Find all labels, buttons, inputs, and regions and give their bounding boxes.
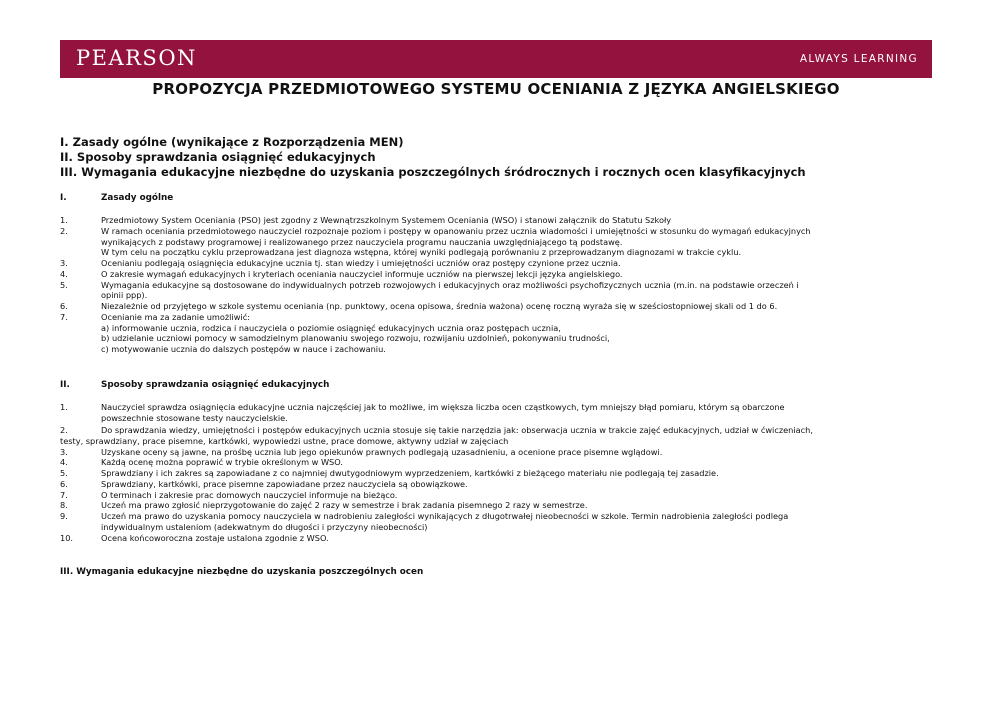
item-number: 10. <box>60 532 74 543</box>
item-text: O zakresie wymagań edukacyjnych i kryteriach oceniania nauczyciel informuje uczniów na pierwszej lekcji języka angielskiego. <box>101 268 623 279</box>
item-number: 5. <box>60 468 68 478</box>
item-text: Każdą ocenę można poprawić w trybie określonym w WSO. <box>101 457 343 468</box>
toc-item: III. Wymagania edukacyjne niezbędne do uzyskania poszczególnych śródrocznych i rocznych ocen klasyfikacyjnych <box>60 165 806 179</box>
toc-item: I. Zasady ogólne (wynikające z Rozporządzenia MEN) <box>60 135 404 149</box>
item-text: Wymagania edukacyjne są dostosowane do indywidualnych potrzeb rozwojowych i edukacyjnych oraz możliwości psychofizycznych ucznia (m.in. na podstawie orzeczeń i <box>101 279 799 290</box>
item-number: 9. <box>60 511 68 521</box>
item-text: a) informowanie ucznia, rodzica i nauczyciela o poziomie osiągnięć edukacyjnych ucznia oraz postępach ucznia, <box>101 322 561 333</box>
section-2-heading: Sposoby sprawdzania osiągnięć edukacyjnych <box>101 380 330 390</box>
item-text: powszechnie stosowane testy nauczycielskie. <box>101 412 288 423</box>
item-text: Sprawdziany i ich zakres są zapowiadane z co najmniej dwutygodniowym wyprzedzeniem, kartkówki z bieżącego materiału nie podlegają tej zasadzie. <box>101 468 719 478</box>
item-text: Uczeń ma prawo zgłosić nieprzygotowanie do zajęć 2 razy w semestrze i brak zadania pisemnego 2 razy w semestrze. <box>101 500 588 511</box>
item-text: testy, sprawdziany, prace pisemne, kartkówki, wypowiedzi ustne, prace domowe, aktywny udział w zajęciach <box>60 435 509 446</box>
item-number: 4. <box>60 457 68 468</box>
item-text: opinii ppp). <box>101 290 148 301</box>
item-text: Uczeń ma prawo do uzyskania pomocy nauczyciela w nadrobieniu zaległości wynikających z długotrwałej nieobecności w szkole. Termin nadrobienia zaległości podlega <box>101 511 789 521</box>
table-of-contents <box>60 135 806 180</box>
item-text: Ocenianiu podlegają osiągnięcia edukacyjne ucznia tj. stan wiedzy i umiejętności uczniów oraz postępy czynione przez ucznia. <box>101 258 621 268</box>
item-number: 1. <box>60 402 68 412</box>
item-text: c) motywowanie ucznia do dalszych postępów w nauce i zachowaniu. <box>101 344 386 354</box>
item-text: O terminach i zakresie prac domowych nauczyciel informuje na bieżąco. <box>101 489 398 500</box>
item-number: 3. <box>60 446 68 457</box>
section-1-heading: Zasady ogólne <box>101 193 174 203</box>
item-number: 5. <box>60 279 68 290</box>
tagline: ALWAYS LEARNING <box>799 53 918 65</box>
pearson-banner <box>60 40 932 78</box>
item-number: 6. <box>60 301 68 311</box>
pearson-logo: PEARSON <box>76 46 197 70</box>
item-number: 6. <box>60 478 68 489</box>
item-number: 8. <box>60 500 68 511</box>
item-text: Do sprawdzania wiedzy, umiejętności i postępów edukacyjnych ucznia stosuje się takie narzędzia jak: obserwacja ucznia w trakcie zajęć edukacyjnych, udział w ćwiczeniach, <box>101 425 813 435</box>
item-number: 3. <box>60 258 68 268</box>
item-text: W ramach oceniania przedmiotowego nauczyciel rozpoznaje poziom i postępy w opanowaniu przez ucznia wiadomości i umiejętności w stosunku do wymagań edukacyjnych <box>101 225 811 236</box>
item-text: wynikających z podstawy programowej i realizowanego przez nauczyciela programu nauczania uwzględniającego tą podstawę. <box>101 236 623 247</box>
toc-item: II. Sposoby sprawdzania osiągnięć edukacyjnych <box>60 150 376 164</box>
item-text: Ocena końcoworoczna zostaje ustalona zgodnie z WSO. <box>101 532 329 543</box>
item-number: 2. <box>60 225 68 236</box>
section-3-heading: III. Wymagania edukacyjne niezbędne do uzyskania poszczególnych ocen <box>60 567 424 577</box>
item-number: 2. <box>60 425 68 435</box>
section-1-number: I. <box>60 193 67 203</box>
item-number: 7. <box>60 489 68 500</box>
item-text: Ocenianie ma za zadanie umożliwić: <box>101 311 250 322</box>
item-number: 4. <box>60 268 68 279</box>
item-text: Nauczyciel sprawdza osiągnięcia edukacyjne ucznia najczęściej jak to możliwe, im większa liczba ocen cząstkowych, tym mniejszy błąd pomiaru, którym są obarczone <box>101 402 785 412</box>
item-text: Uzyskane oceny są jawne, na prośbę ucznia lub jego opiekunów prawnych podlegają uzasadnieniu, a ocenione prace pisemne wglądowi. <box>101 446 663 457</box>
item-text: b) udzielanie uczniowi pomocy w samodzielnym planowaniu swojego rozwoju, rozwijaniu uzdolnień, pokonywaniu trudności, <box>101 333 610 344</box>
section-2-number: II. <box>60 380 70 390</box>
item-text: Niezależnie od przyjętego w szkole systemu oceniania (np. punktowy, ocena opisowa, średnia ważona) ocenę roczną wyraża się w sześciostopniowej skali od 1 do 6. <box>101 301 778 311</box>
document-title: PROPOZYCJA PRZEDMIOTOWEGO SYSTEMU OCENIANIA Z JĘZYKA ANGIELSKIEGO <box>152 80 840 98</box>
item-text: Przedmiotowy System Oceniania (PSO) jest zgodny z Wewnątrzszkolnym Systemem Oceniania (WSO) i stanowi załącznik do Statutu Szkoły <box>101 215 672 225</box>
item-text: W tym celu na początku cyklu przeprowadzana jest diagnoza wstępna, której wyniki podlegają porównaniu z przeprowadzanym diagnozami w trakcie cyklu. <box>101 247 742 258</box>
item-text: Sprawdziany, kartkówki, prace pisemne zapowiadane przez nauczyciela są obowiązkowe. <box>101 478 468 489</box>
item-text: indywidualnym ustaleniom (adekwatnym do długości i przyczyny nieobecności) <box>101 521 428 532</box>
item-number: 1. <box>60 215 68 225</box>
item-number: 7. <box>60 311 68 322</box>
